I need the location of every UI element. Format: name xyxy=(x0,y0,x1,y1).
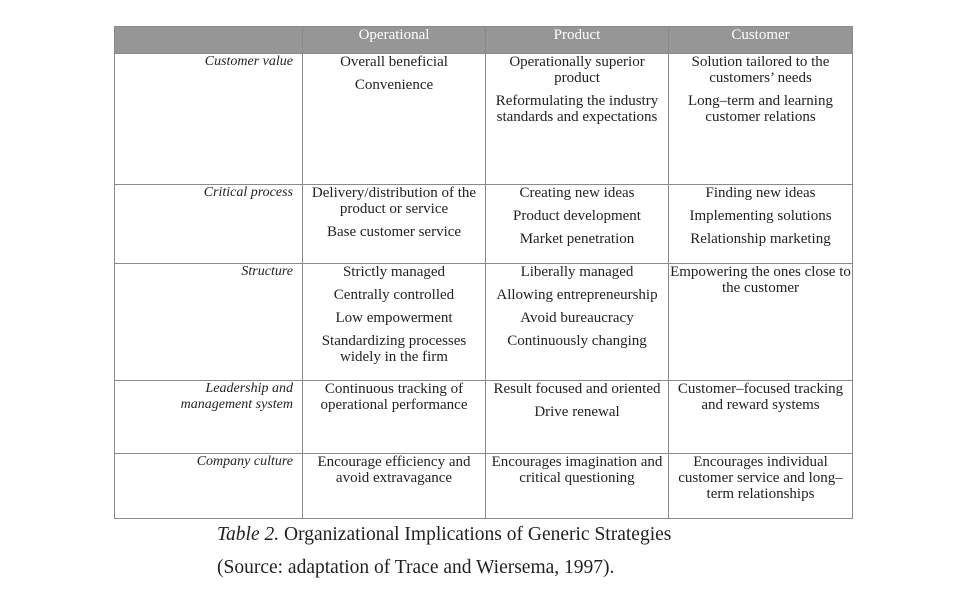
cell-item: Implementing solutions xyxy=(689,208,832,224)
cell-item: Standardizing processes widely in the firm xyxy=(321,333,467,365)
table-row xyxy=(115,381,853,454)
cell-item: Avoid bureaucracy xyxy=(520,310,634,326)
caption-source: (Source: adaptation of Trace and Wiersema, 1997). xyxy=(217,557,615,578)
table-row xyxy=(115,185,853,264)
cell-item: Strictly managed xyxy=(342,264,446,280)
row-label-line: Critical process xyxy=(203,185,293,200)
header-cell-empty xyxy=(115,27,303,54)
cell-item: Allowing entrepreneurship xyxy=(496,287,658,303)
cell-item: Encourages individual customer service and long–term relationships xyxy=(678,454,843,502)
row-label xyxy=(115,54,303,185)
cell-item: Market penetration xyxy=(519,231,635,247)
row-label-line: Structure xyxy=(241,264,293,279)
cell-item: Overall beneficial xyxy=(340,54,448,70)
header-cell-customer: Customer xyxy=(669,27,853,54)
table-header-row xyxy=(115,27,853,54)
cell-item: Finding new ideas xyxy=(705,185,816,201)
cell-item: Centrally controlled xyxy=(333,287,455,303)
table-cell xyxy=(669,185,853,264)
caption-title: Organizational Implications of Generic Strategies xyxy=(284,524,672,545)
cell-item: Continuous tracking of operational performance xyxy=(320,381,468,413)
table-cell xyxy=(486,454,669,519)
cell-item: Creating new ideas xyxy=(519,185,635,201)
table-cell xyxy=(486,381,669,454)
table-row xyxy=(115,54,853,185)
row-label-line: Customer value xyxy=(204,54,293,69)
row-label xyxy=(115,381,303,454)
table-cell xyxy=(303,381,486,454)
cell-item: Encourages imagination and critical questioning xyxy=(491,454,663,486)
table-cell xyxy=(486,264,669,381)
cell-item: Continuously changing xyxy=(507,333,647,349)
cell-item: Customer–focused tracking and reward systems xyxy=(677,381,844,413)
cell-item: Product development xyxy=(513,208,641,224)
cell-item: Drive renewal xyxy=(534,404,620,420)
table-cell xyxy=(303,185,486,264)
table-cell xyxy=(486,185,669,264)
cell-item: Solution tailored to the customers’ needs xyxy=(691,54,830,86)
cell-item: Relationship marketing xyxy=(690,231,831,247)
cell-item: Operationally superior product xyxy=(509,54,645,86)
strategy-table xyxy=(114,26,853,519)
table-cell xyxy=(486,54,669,185)
cell-item: Liberally managed xyxy=(520,264,634,280)
header-cell-operational: Operational xyxy=(303,27,486,54)
cell-item: Delivery/distribution of the product or service xyxy=(311,185,477,217)
table-cell xyxy=(669,381,853,454)
caption-line xyxy=(217,518,917,551)
caption-label: Table 2. xyxy=(217,524,280,545)
table-cell xyxy=(669,54,853,185)
row-label-line: Leadership and xyxy=(205,381,293,396)
table-row xyxy=(115,264,853,381)
table-cell xyxy=(669,454,853,519)
cell-item: Reformulating the industry standards and expectations xyxy=(495,93,659,125)
row-label-line: management system xyxy=(180,397,293,412)
cell-item: Long–term and learning customer relations xyxy=(688,93,833,125)
cell-item: Encourage efficiency and avoid extravagance xyxy=(317,454,471,486)
cell-item: Result focused and oriented xyxy=(493,381,661,397)
cell-item: Empowering the ones close to the customer xyxy=(670,264,851,296)
header-cell-product: Product xyxy=(486,27,669,54)
row-label-line: Company culture xyxy=(196,454,293,469)
cell-item: Low empowerment xyxy=(335,310,453,326)
table-cell xyxy=(303,54,486,185)
table-cell xyxy=(303,264,486,381)
table-row xyxy=(115,454,853,519)
cell-item: Base customer service xyxy=(326,224,462,240)
row-label xyxy=(115,454,303,519)
table-cell xyxy=(669,264,853,381)
table-caption xyxy=(217,518,917,584)
table-cell xyxy=(303,454,486,519)
row-label xyxy=(115,264,303,381)
cell-item: Convenience xyxy=(354,77,434,93)
row-label xyxy=(115,185,303,264)
